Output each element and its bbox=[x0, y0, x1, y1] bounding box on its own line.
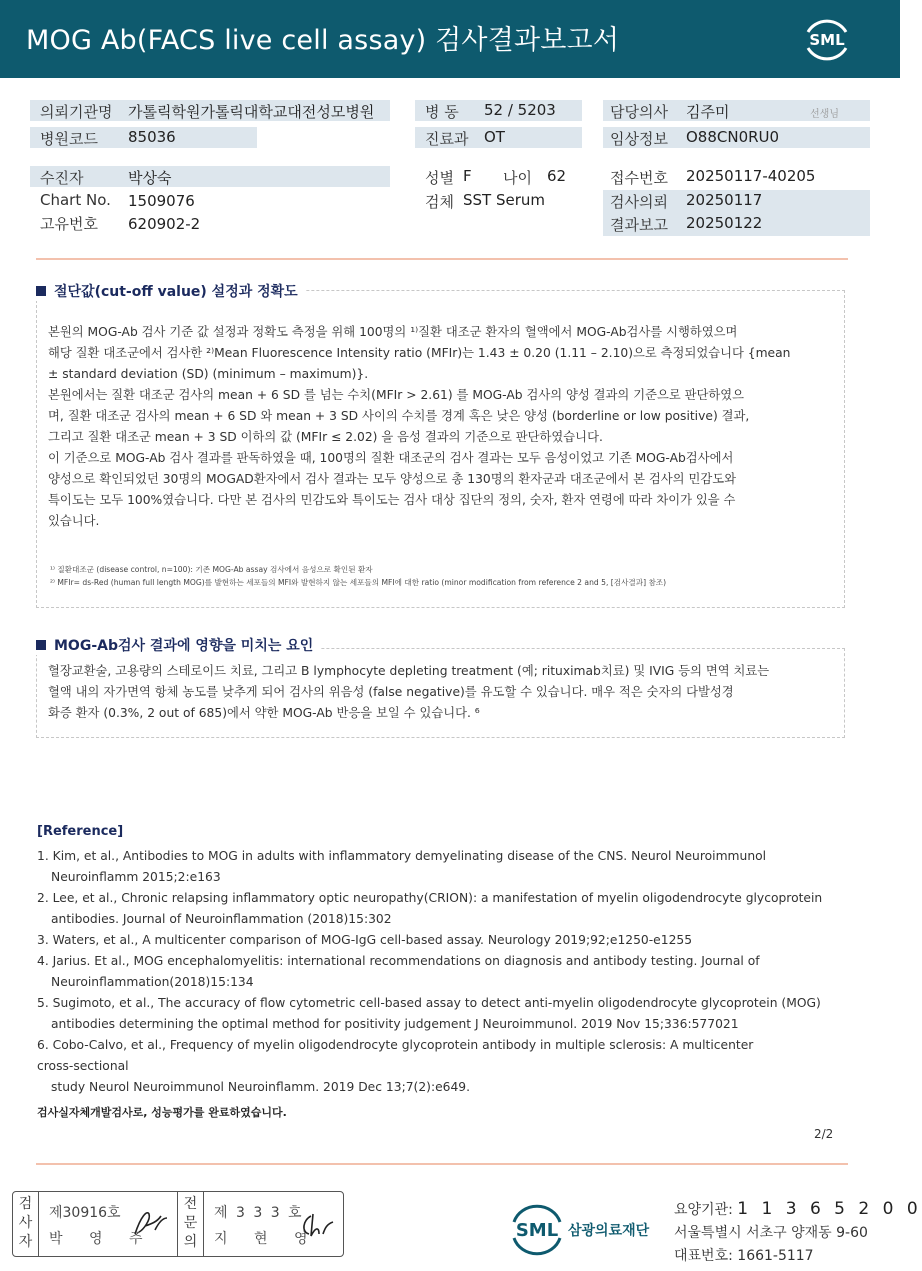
sml-foundation-logo-icon bbox=[510, 1202, 670, 1254]
footnote-2: ²⁾ MFIr= ds-Red (human full length MOG)를 발현하는 세포들의 MFI와 발현하지 않는 세포들의 MFI에 대한 ratio (minor modification from reference 2 and 5, [검사결과] 참조) bbox=[50, 578, 667, 587]
factors-section-heading bbox=[36, 635, 321, 655]
chart-label: Chart No. bbox=[40, 191, 111, 209]
sml-foundation-logo-text: SML bbox=[515, 1220, 559, 1241]
patient-bar bbox=[30, 166, 390, 187]
hospital-code-value: 85036 bbox=[128, 128, 176, 146]
unique-label: 고유번호 bbox=[40, 215, 98, 233]
signature-box bbox=[12, 1191, 344, 1257]
reference-line: cross-sectional bbox=[37, 1059, 129, 1073]
paragraph-line: 며, 질환 대조군 검사의 mean + 6 SD 와 mean + 3 SD 사이의 수치를 경계 혹은 낮은 양성 (borderline or low positive) 결과, bbox=[48, 409, 750, 423]
paragraph-line: 있습니다. bbox=[48, 514, 100, 528]
square-bullet-icon bbox=[36, 286, 46, 296]
dept-value: OT bbox=[484, 128, 505, 146]
phone-value: 1661-5117 bbox=[737, 1248, 814, 1264]
specialist-vertical-label: 전 문 의 bbox=[178, 1192, 204, 1256]
paragraph-line: 본원의 MOG-Ab 검사 기준 값 설정과 정확도 측정을 위해 100명의 ¹⁾질환 대조군 환자의 혈액에서 MOG-Ab검사를 시행하였으며 bbox=[48, 325, 738, 339]
receipt-label: 접수번호 bbox=[610, 169, 668, 187]
reference-list bbox=[37, 846, 822, 1098]
page-title: MOG Ab(FACS live cell assay) 검사결과보고서 bbox=[26, 25, 620, 56]
reference-line: 5. Sugimoto, et al., The accuracy of flow cytometric cell-based assay to detect anti-myelin oligodendrocyte glycoprotein (MOG) bbox=[37, 996, 821, 1010]
reference-line: 3. Waters, et al., A multicenter comparison of MOG-IgG cell-based assay. Neurology 2019;92;e1250-e1255 bbox=[37, 933, 693, 947]
paragraph-line: 화증 환자 (0.3%, 2 out of 685)에서 약한 MOG-Ab 반응을 보일 수 있습니다. ⁶ bbox=[48, 706, 480, 720]
sml-logo-icon bbox=[800, 14, 854, 64]
institution-label: 의뢰기관명 bbox=[40, 103, 113, 121]
sex-label: 성별 bbox=[425, 169, 454, 187]
unique-value: 620902-2 bbox=[128, 215, 201, 233]
completion-note: 검사실자체개발검사로, 성능평가를 완료하였습니다. bbox=[37, 1106, 287, 1119]
clinical-label: 임상정보 bbox=[610, 130, 668, 148]
reference-line: Neuroinflamm 2015;2:e163 bbox=[51, 870, 221, 884]
specimen-label: 검체 bbox=[425, 193, 454, 211]
patient-label: 수진자 bbox=[40, 169, 84, 187]
clinical-value: O88CN0RU0 bbox=[686, 128, 780, 146]
ward-label: 병 동 bbox=[425, 103, 459, 121]
reference-line: study Neurol Neuroimmunol Neuroinflamm. 2019 Dec 13;7(2):e649. bbox=[51, 1080, 471, 1094]
cutoff-paragraph bbox=[48, 322, 834, 532]
institution-value: 가톨릭학원가톨릭대학교대전성모병원 bbox=[128, 103, 375, 121]
square-bullet-icon bbox=[36, 640, 46, 650]
sex-value: F bbox=[463, 167, 472, 185]
specialist-signature-icon bbox=[297, 1208, 337, 1242]
divider-bottom bbox=[36, 1163, 848, 1165]
specialist-license: 제 3 3 3 호 bbox=[214, 1205, 304, 1221]
header-bar bbox=[0, 0, 900, 78]
hospital-code-label: 병원코드 bbox=[40, 130, 98, 148]
reference-line: 4. Jarius. Et al., MOG encephalomyelitis: international recommendations on diagnosis and antibody testing. Journal of bbox=[37, 954, 760, 968]
reference-line: 2. Lee, et al., Chronic relapsing inflammatory optic neuropathy(CRION): a manifestation of myelin oligodendrocyte glycoprotein bbox=[37, 891, 823, 905]
care-institution bbox=[674, 1199, 922, 1219]
paragraph-line: 본원에서는 질환 대조군 검사의 mean + 6 SD 를 넘는 수치(MFIr > 2.61) 를 MOG-Ab 검사의 양성 결과의 기준으로 판단하였으 bbox=[48, 388, 745, 402]
phone-label: 대표번호: bbox=[674, 1248, 733, 1264]
paragraph-line: 해당 질환 대조군에서 검사한 ²⁾Mean Fluorescence Intensity ratio (MFIr)는 1.43 ± 0.20 (1.11 – 2.10)으로 측정되었습니다 {mean bbox=[48, 346, 791, 360]
page-number: 2/2 bbox=[814, 1127, 834, 1141]
cutoff-section-heading bbox=[36, 281, 306, 301]
reference-line: 1. Kim, et al., Antibodies to MOG in adults with inflammatory demyelinating disease of the CNS. Neurol Neuroimmunol bbox=[37, 849, 767, 863]
paragraph-line: 혈장교환술, 고용량의 스테로이드 치료, 그리고 B lymphocyte depleting treatment (예; rituximab치료) 및 IVIG 등의 면역 치료는 bbox=[48, 664, 770, 678]
tester-license: 제30916호 bbox=[49, 1205, 121, 1221]
paragraph-line: 양성으로 확인되었던 30명의 MOGAD환자에서 검사 결과는 모두 양성으로 총 130명의 환자군과 대조군에서 본 검사의 민감도와 bbox=[48, 472, 736, 486]
age-value: 62 bbox=[547, 167, 567, 185]
org-name: 삼광의료재단 bbox=[568, 1223, 650, 1239]
request-label: 검사의뢰 bbox=[610, 193, 668, 211]
reference-line: Neuroinflammation(2018)15:134 bbox=[51, 975, 254, 989]
reference-line: antibodies. Journal of Neuroinflammation (2018)15:302 bbox=[51, 912, 392, 926]
care-label: 요양기관: bbox=[674, 1202, 733, 1218]
paragraph-line: 이 기준으로 MOG-Ab 검사 결과를 판독하였을 때, 100명의 질환 대조군의 검사 결과는 모두 음성이었고 기존 MOG-Ab검사에서 bbox=[48, 451, 734, 465]
cutoff-heading-text: 절단값(cut-off value) 설정과 정확도 bbox=[54, 284, 298, 300]
specimen-value: SST Serum bbox=[463, 191, 546, 209]
reference-heading: [Reference] bbox=[37, 824, 124, 839]
factors-paragraph bbox=[48, 661, 834, 724]
tester-vertical-label: 검 사 자 bbox=[13, 1192, 39, 1256]
care-value: 1 1 3 6 5 2 0 0 bbox=[737, 1199, 922, 1219]
request-value: 20250117 bbox=[686, 191, 763, 209]
paragraph-line: ± standard deviation (SD) (minimum – maximum)}. bbox=[48, 367, 369, 381]
doctor-value: 김주미 bbox=[686, 103, 730, 121]
paragraph-line: 그리고 질환 대조군 mean + 3 SD 이하의 값 (MFIr ≤ 2.02) 을 음성 결과의 기준으로 판단하였습니다. bbox=[48, 430, 603, 444]
address: 서울특별시 서초구 양재동 9-60 bbox=[674, 1225, 868, 1241]
divider-top bbox=[36, 258, 848, 260]
tester-name: 박 영 주 bbox=[49, 1231, 154, 1247]
reference-line: antibodies determining the optimal method for positivity judgement J Neuroimmunol. 2019 Nov 15;336:577021 bbox=[51, 1017, 739, 1031]
paragraph-line: 혈액 내의 자가면역 항체 농도를 낮추게 되어 검사의 위음성 (false negative)를 유도할 수 있습니다. 매우 적은 숫자의 다발성경 bbox=[48, 685, 734, 699]
phone bbox=[674, 1245, 814, 1265]
doctor-label: 담당의사 bbox=[610, 103, 668, 121]
doctor-suffix: 선생님 bbox=[810, 109, 839, 120]
factors-heading-text: MOG-Ab검사 결과에 영향을 미치는 요인 bbox=[54, 638, 314, 654]
footnote-1: ¹⁾ 질환대조군 (disease control, n=100): 기존 MOG-Ab assay 검사에서 음성으로 확인된 환자 bbox=[50, 565, 373, 574]
sml-logo-text: SML bbox=[809, 31, 845, 49]
dept-label: 진료과 bbox=[425, 130, 469, 148]
ward-value: 52 / 5203 bbox=[484, 101, 556, 119]
age-label: 나이 bbox=[503, 169, 532, 187]
chart-value: 1509076 bbox=[128, 192, 195, 210]
report-label: 결과보고 bbox=[610, 216, 668, 234]
report-value: 20250122 bbox=[686, 214, 763, 232]
patient-value: 박상숙 bbox=[128, 169, 172, 187]
tester-signature-icon bbox=[131, 1206, 171, 1240]
paragraph-line: 특이도는 모두 100%였습니다. 다만 본 검사의 민감도와 특이도는 검사 대상 집단의 정의, 숫자, 환자 연령에 따라 차이가 있을 수 bbox=[48, 493, 736, 507]
reference-line: 6. Cobo-Calvo, et al., Frequency of myelin oligodendrocyte glycoprotein antibody in multiple sclerosis: A multicenter bbox=[37, 1038, 754, 1052]
specialist-name: 지 현 영 bbox=[214, 1231, 319, 1247]
receipt-value: 20250117-40205 bbox=[686, 167, 816, 185]
